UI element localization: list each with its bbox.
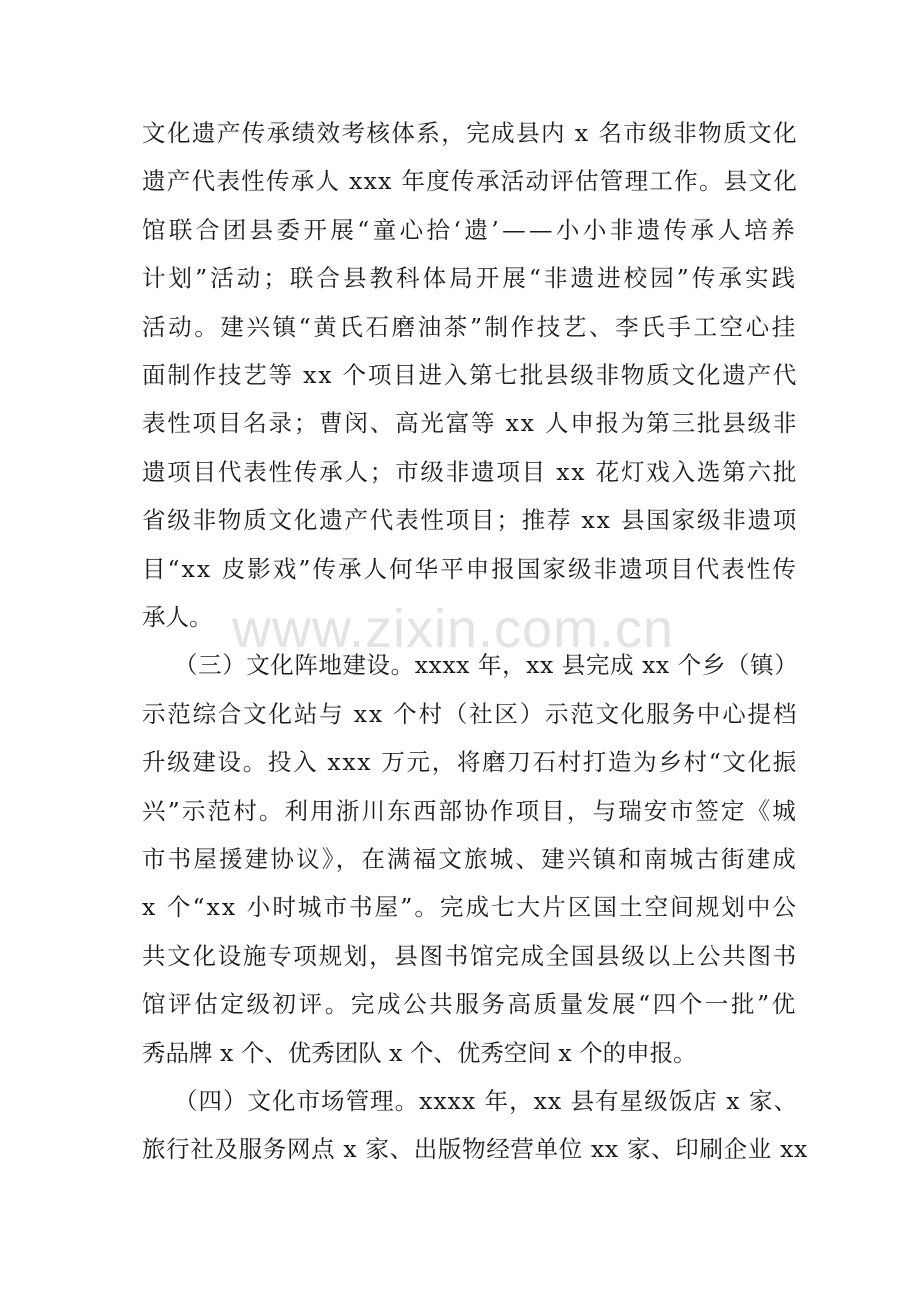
- text-line: 表性项目名录；曹闵、高光富等 xx 人申报为第三批县级非: [142, 409, 799, 438]
- text-line: 共文化设施专项规划，县图书馆完成全国县级以上公共图书: [142, 941, 798, 970]
- text-line: 示范综合文化站与 xx 个村（社区）示范文化服务中心提档: [142, 699, 799, 728]
- text-line: 承人。: [142, 603, 213, 631]
- text-line: 计划”活动；联合县教科体局开展“非遗进校园”传承实践: [142, 264, 799, 293]
- text-line: 遗项目代表性传承人；市级非遗项目 xx 花灯戏入选第六批: [142, 457, 799, 486]
- text-line: 秀品牌 x 个、优秀团队 x 个、优秀空间 x 个的申报。: [142, 1038, 697, 1067]
- watermark: www.zixin.com.cn: [232, 599, 675, 659]
- text-line: （三）文化阵地建设。xxxx 年，xx 县完成 xx 个乡（镇）: [174, 651, 799, 680]
- text-line: 升级建设。投入 xxx 万元，将磨刀石村打造为乡村“文化振: [142, 748, 798, 777]
- text-line: 省级非物质文化遗产代表性项目；推荐 xx 县国家级非遗项: [142, 506, 799, 535]
- text-line: 馆评估定级初评。完成公共服务高质量发展“四个一批”优: [142, 990, 798, 1019]
- text-line: 旅行社及服务网点 x 家、出版物经营单位 xx 家、印刷企业 xx: [142, 1135, 808, 1164]
- text-line: 面制作技艺等 xx 个项目进入第七批县级非物质文化遗产代: [142, 361, 799, 389]
- text-line: 市书屋援建协议》，在满福文旅城、建兴镇和南城古街建成: [142, 845, 798, 873]
- text-line: 目“xx 皮影戏”传承人何华平申报国家级非遗项目代表性传: [142, 554, 798, 583]
- text-line: 遗产代表性传承人 xxx 年度传承活动评估管理工作。县文化: [142, 167, 799, 196]
- text-line: 活动。建兴镇“黄氏石磨油茶”制作技艺、李氏手工空心挂: [142, 312, 798, 341]
- text-line: 馆联合团县委开展“童心拾‘遗’——小小非遗传承人培养: [142, 215, 799, 244]
- text-line: （四）文化市场管理。xxxx 年，xx 县有星级饭店 x 家、: [174, 1087, 798, 1115]
- text-line: 兴”示范村。利用浙川东西部协作项目，与瑞安市签定《城: [142, 796, 798, 825]
- text-line: 文化遗产传承绩效考核体系，完成县内 x 名市级非物质文化: [142, 119, 799, 147]
- text-line: x 个“xx 小时城市书屋”。完成七大片区国土空间规划中公: [142, 893, 799, 922]
